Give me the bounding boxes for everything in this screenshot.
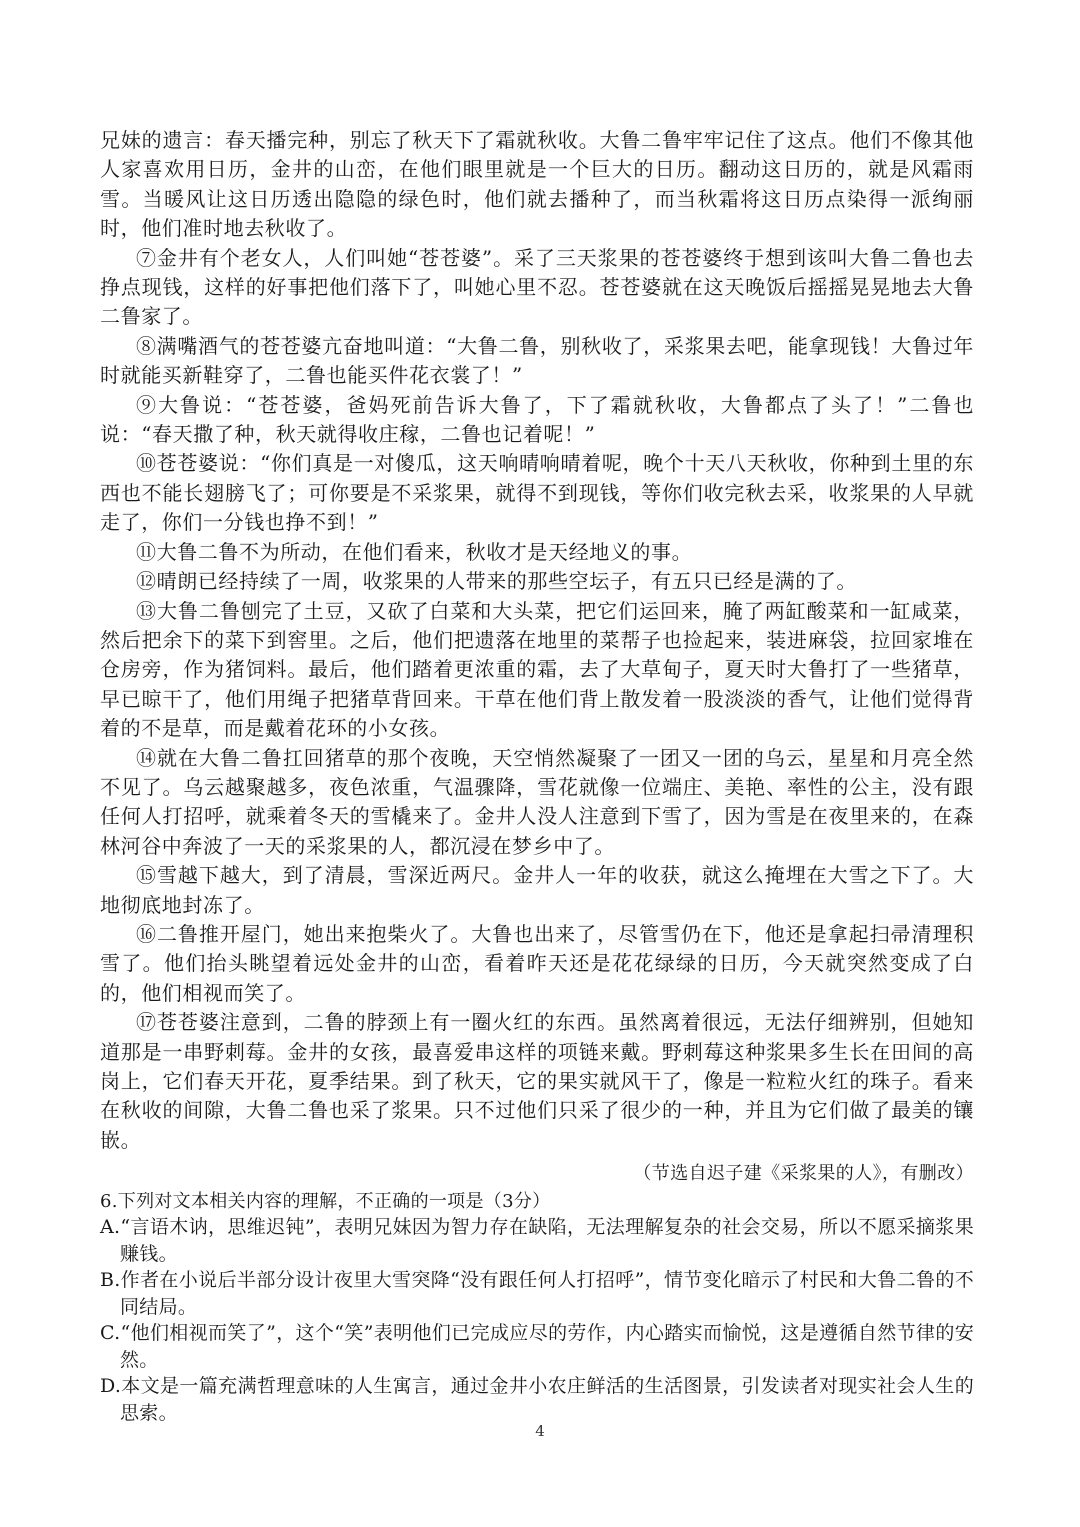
question-6 [100, 1189, 974, 1426]
source-citation: （节选自迟子建《采浆果的人》，有删改） [633, 1163, 974, 1185]
page-number: 4 [535, 1422, 545, 1440]
story-paragraph: ⑨大鲁说：“苍苍婆，爸妈死前告诉大鲁了，下了霜就秋收，大鲁都点了头了！”二鲁也说：“春天撒了种，秋天就得收庄稼，二鲁也记着呢！” [100, 392, 974, 447]
document-page [100, 126, 974, 1426]
question-stem: 6.下列对文本相关内容的理解，不正确的一项是（3分） [100, 1191, 551, 1213]
story-paragraph: ⑬大鲁二鲁刨完了土豆，又砍了白菜和大头菜，把它们运回来，腌了两缸酸菜和一缸咸菜，然后把余下的菜下到窖里。之后，他们把遗落在地里的菜帮子也捡起来，装进麻袋，拉回家堆在仓房旁，作为猪饲料。最后，他们踏着更浓重的霜，去了大草甸子，夏天时大鲁打了一些猪草，早已晾干了，他们用绳子把猪草背回来。干草在他们背上散发着一股淡淡的香气，让他们觉得背着的不是草，而是戴着花环的小女孩。 [100, 598, 974, 741]
story-paragraph: ⑪大鲁二鲁不为所动，在他们看来，秋收才是天经地义的事。 [136, 539, 693, 564]
option-d: D.本文是一篇充满哲理意味的人生寓言，通过金井小农庄鲜活的生活图景，引发读者对现实社会人生的思索。 [100, 1375, 974, 1424]
story-paragraph: ⑦金井有个老女人，人们叫她“苍苍婆”。采了三天浆果的苍苍婆终于想到该叫大鲁二鲁也去挣点现钱，这样的好事把他们落下了，叫她心里不忍。苍苍婆就在这天晚饭后摇摇晃晃地去大鲁二鲁家了。 [100, 245, 974, 329]
option-c: C.“他们相视而笑了”，这个“笑”表明他们已完成应尽的劳作，内心踏实而愉悦，这是遵循自然节律的安然。 [100, 1322, 974, 1371]
option-b: B.作者在小说后半部分设计夜里大雪突降“没有跟任何人打招呼”，情节变化暗示了村民和大鲁二鲁的不同结局。 [100, 1269, 974, 1318]
story-paragraph: ⑫晴朗已经持续了一周，收浆果的人带来的那些空坛子，有五只已经是满的了。 [136, 569, 857, 594]
story-paragraph: ⑯二鲁推开屋门，她出来抱柴火了。大鲁也出来了，尽管雪仍在下，他还是拿起扫帚清理积雪了。他们抬头眺望着远处金井的山峦，看着昨天还是花花绿绿的日历，今天就突然变成了白的，他们相视而笑了。 [100, 921, 974, 1005]
story-paragraph: ⑰苍苍婆注意到，二鲁的脖颈上有一圈火红的东西。虽然离着很远，无法仔细辨别，但她知道那是一串野刺莓。金井的女孩，最喜爱串这样的项链来戴。野刺莓这种浆果多生长在田间的高岗上，它们春天开花，夏季结果。到了秋天，它的果实就风干了，像是一粒粒火红的珠子。看来在秋收的间隙，大鲁二鲁也采了浆果。只不过他们只采了很少的一种，并且为它们做了最美的镶嵌。 [100, 1010, 974, 1152]
story-paragraph: 兄妹的遗言：春天播完种，别忘了秋天下了霜就秋收。大鲁二鲁牢牢记住了这点。他们不像其他人家喜欢用日历，金井的山峦，在他们眼里就是一个巨大的日历。翻动这日历的，就是风霜雨雪。当暖风让这日历透出隐隐的绿色时，他们就去播种了，而当秋霜将这日历点染得一派绚丽时，他们准时地去秋收了。 [100, 128, 974, 241]
story-paragraph: ⑩苍苍婆说：“你们真是一对傻瓜，这天响晴响晴着呢，晚个十天八天秋收，你种到土里的东西也不能长翅膀飞了；可你要是不采浆果，就得不到现钱，等你们收完秋去采，收浆果的人早就走了，你们一分钱也挣不到！” [100, 451, 974, 535]
story-paragraph: ⑭就在大鲁二鲁扛回猪草的那个夜晚，天空悄然凝聚了一团又一团的乌云，星星和月亮全然不见了。乌云越聚越多，夜色浓重，气温骤降，雪花就像一位端庄、美艳、率性的公主，没有跟任何人打招呼，就乘着冬天的雪橇来了。金井人没人注意到下雪了，因为雪是在夜里来的，在森林河谷中奔波了一天的采浆果的人，都沉浸在梦乡中了。 [100, 745, 974, 858]
story-excerpt [100, 126, 974, 1155]
story-paragraph: ⑧满嘴酒气的苍苍婆亢奋地叫道：“大鲁二鲁，别秋收了，采浆果去吧，能拿现钱！大鲁过年时就能买新鞋穿了，二鲁也能买件花衣裳了！” [100, 333, 974, 388]
story-paragraph: ⑮雪越下越大，到了清晨，雪深近两尺。金井人一年的收获，就这么掩埋在大雪之下了。大地彻底地封冻了。 [100, 863, 974, 917]
option-a: A.“言语木讷，思维迟钝”，表明兄妹因为智力存在缺陷，无法理解复杂的社会交易，所以不愿采摘浆果赚钱。 [100, 1216, 974, 1265]
